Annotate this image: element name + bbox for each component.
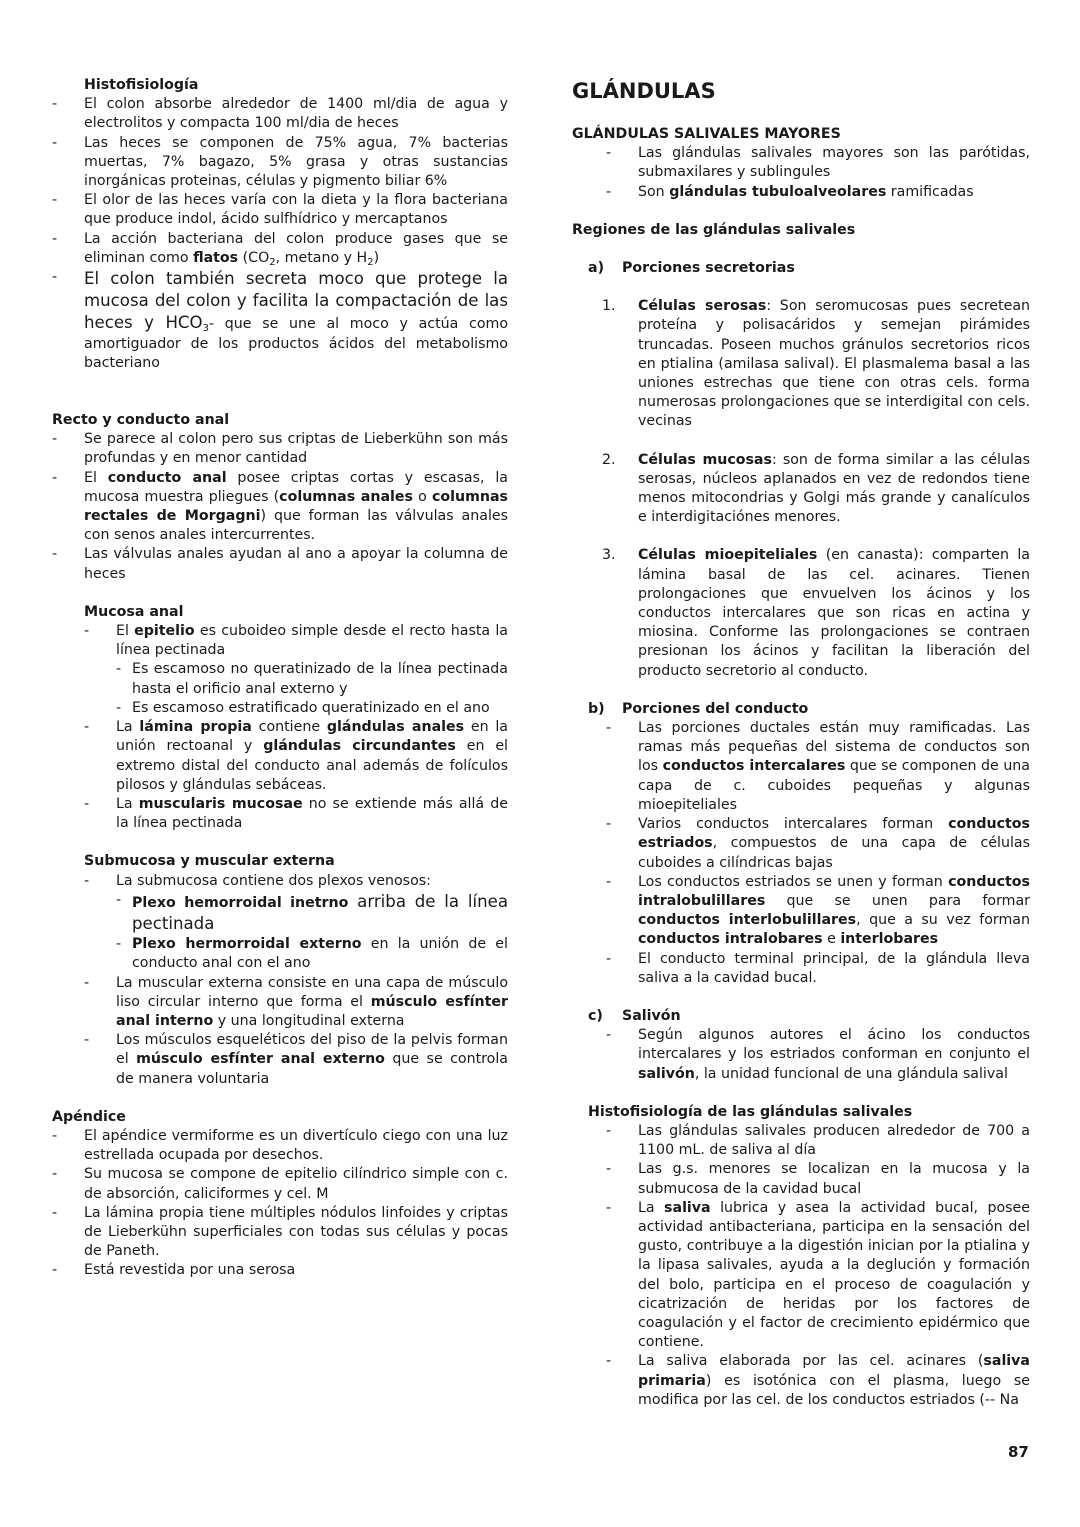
list-letter: a)	[588, 260, 605, 277]
list-item: - El olor de las heces varía con la dieta y la flora bacteriana que produce indol, ácido sulfhídrico y mercaptanos	[84, 191, 508, 229]
subsection-label: Salivón	[622, 1007, 681, 1024]
section-submucosa-muscular-externa	[52, 852, 508, 1088]
bullet-list	[84, 95, 508, 373]
list-item: - Las válvulas anales ayudan al ano a apoyar la columna de heces	[84, 545, 508, 583]
list-item: - Se parece al colon pero sus criptas de Lieberkühn son más profundas y en menor cantidad	[84, 430, 508, 468]
list-item: - Las glándulas salivales producen alrededor de 700 a 1100 mL. de saliva al día	[638, 1122, 1030, 1160]
bullet-list	[638, 144, 1030, 202]
section-histofisiologia-glandulas	[572, 1103, 1030, 1410]
list-letter: b)	[588, 700, 605, 717]
section-mucosa-anal	[52, 603, 508, 833]
right-column	[572, 76, 1030, 1410]
section-heading: Apéndice	[52, 1108, 126, 1125]
list-item: - El epitelio es cuboideo simple desde el recto hasta la línea pectinada - Es escamoso no queratinizado de la línea pectinada hasta el orificio anal externo y - Es escamoso estratificado queratinizado en el ano	[116, 622, 508, 718]
list-item: - La muscular externa consiste en una capa de músculo liso circular interno que forma el músculo esfínter anal interno y una longitudinal externa	[116, 974, 508, 1032]
numbered-item	[602, 546, 1030, 680]
list-item: - Las glándulas salivales mayores son las parótidas, submaxilares y sublingules	[638, 144, 1030, 182]
list-item: - Está revestida por una serosa	[84, 1261, 508, 1280]
bullet-list	[572, 719, 1030, 988]
section-histofisiologia	[52, 76, 508, 373]
bullet-list	[638, 1122, 1030, 1410]
list-item: - La muscularis mucosae no se extiende más allá de la línea pectinada	[116, 795, 508, 833]
subsection-porciones-secretorias	[588, 259, 1030, 278]
list-item: - La saliva elaborada por las cel. acinares (saliva primaria) es isotónica con el plasma, luego se modifica por las cel. de los conductos estriados (-- Na	[638, 1352, 1030, 1410]
list-item: - La saliva lubrica y asea la actividad bucal, posee actividad antibacteriana, participa en la sensación del gusto, contribuye a la digestión inician por la ptialina y la lipasa salivales, ayuda a la deglución y formación del bolo, participa en el proceso de coagulación y cicatrización de heridas por los factores de coagulación y el factor de crecimiento epidérmico que contiene.	[638, 1199, 1030, 1353]
list-item: - Según algunos autores el ácino los conductos intercalares y los estriados conforman en conjunto el salivón, la unidad funcional de una glándula salival	[638, 1026, 1030, 1084]
section-heading: Histofisiología de las glándulas salivales	[588, 1103, 913, 1120]
item-text: Células mioepiteliales (en canasta): comparten la lámina basal de las cel. acinares. Tienen prolongaciones que envuelven los ácinos y los conductos intercalares que son ricas en actina y miosina. Conforme las prolongaciones se contraen presionan los ácinos y facilitan la liberación del producto secretorio al conducto.	[638, 547, 1030, 679]
section-heading: Submucosa y muscular externa	[84, 853, 335, 870]
list-item: - Las heces se componen de 75% agua, 7% bacterias muertas, 7% bagazo, 5% grasa y otras sustancias inorgánicas proteinas, células y pigmento biliar 6%	[84, 134, 508, 192]
section-recto-conducto-anal	[52, 411, 508, 584]
list-item: - La lámina propia contiene glándulas anales en la unión rectoanal y glándulas circundantes en el extremo distal del conducto anal además de folículos pilosos y glándulas sebáceas.	[116, 718, 508, 795]
section-heading: Regiones de las glándulas salivales	[572, 221, 856, 238]
item-text: Células serosas: Son seromucosas pues secretean proteína y polisacáridos y semejan pirámides truncadas. Poseen muchos gránulos secretorios ricos en ptialina (amilasa salival). El plasmalema basal a las uniones estrechas que tiene con otras cels. forma numerosas prolongaciones que se interdigital con cels. vecinas	[638, 298, 1031, 430]
section-glandulas-salivales-mayores	[572, 125, 1030, 202]
list-item: - El colon también secreta moco que protege la mucosa del colon y facilita la compactación de las heces y $HCO_3-$ que se une al moco y actúa como amortiguador de los productos ácidos del metabolismo bacteriano	[84, 268, 508, 373]
left-column	[52, 76, 508, 1281]
section-regiones	[572, 221, 1030, 1084]
subsection-salivon	[588, 1007, 1030, 1026]
list-item: - La acción bacteriana del colon produce gases que se eliminan como flatos ($CO_2$, metano y $H_2$)	[84, 230, 508, 268]
list-item: - Varios conductos intercalares forman conductos estriados, compuestos de una capa de células cuboides a cilíndricas bajas	[638, 815, 1030, 873]
numbered-item	[602, 451, 1030, 528]
bullet-list	[84, 430, 508, 584]
sub-list-item: - Plexo hermorroidal externo en la unión de el conducto anal con el ano	[116, 935, 508, 973]
item-text: Células mucosas: son de forma similar a las células serosas, núcleos aplanados en vez de redondos tiene menos mitocondrias y Golgi más grande y canalículos e interdigitaciónes menores.	[638, 451, 1030, 526]
section-heading: Histofisiología	[84, 77, 199, 93]
section-apendice	[52, 1108, 508, 1281]
list-item: - Los músculos esqueléticos del piso de la pelvis forman el músculo esfínter anal externo que se controla de manera voluntaria	[116, 1031, 508, 1089]
list-item: - Son glándulas tubuloalveolares ramificadas	[638, 183, 1030, 202]
list-item: - El colon absorbe alrededor de 1400 ml/dia de agua y electrolitos y compacta 100 ml/dia de heces	[84, 95, 508, 133]
section-heading: GLÁNDULAS SALIVALES MAYORES	[572, 126, 841, 142]
sub-list-item: - Es escamoso no queratinizado de la línea pectinada hasta el orificio anal externo y	[116, 660, 508, 698]
list-item: - La submucosa contiene dos plexos venosos: - Plexo hemorroidal inetrno arriba de la línea pectinada - Plexo hermorroidal externo en la unión de el conducto anal con el ano	[116, 872, 508, 974]
list-item: - Los conductos estriados se unen y forman conductos intralobulillares que se unen para formar conductos interlobulillares, que a su vez forman conductos intralobares e interlobares	[638, 873, 1030, 950]
page-number: 87	[1008, 1443, 1029, 1461]
sub-list-item: - Plexo hemorroidal inetrno arriba de la línea pectinada	[116, 891, 508, 935]
numbered-item	[602, 297, 1030, 431]
list-item: - Las porciones ductales están muy ramificadas. Las ramas más pequeñas del sistema de conductos son los conductos intercalares que se componen de una capa de c. cuboides pequeñas y algunas mioepiteliales	[638, 719, 1030, 815]
list-item: - La lámina propia tiene múltiples nódulos linfoides y criptas de Lieberkühn superficiales con todas sus células y pocas de Paneth.	[84, 1204, 508, 1262]
item-number: 2.	[602, 451, 616, 468]
subsection-label: Porciones del conducto	[622, 700, 809, 717]
bullet-list	[116, 872, 508, 1089]
section-heading: Recto y conducto anal	[52, 412, 230, 429]
item-number: 1.	[602, 298, 616, 315]
subsection-label: Porciones secretorias	[622, 260, 795, 277]
numbered-list	[572, 297, 1030, 681]
item-number: 3.	[602, 547, 616, 564]
bullet-list	[84, 1127, 508, 1281]
list-item: - El conducto anal posee criptas cortas y escasas, la mucosa muestra pliegues (columnas anales o columnas rectales de Morgagni) que forman las válvulas anales con senos anales intercurrentes.	[84, 469, 508, 546]
list-item: - Las g.s. menores se localizan en la mucosa y la submucosa de la cavidad bucal	[638, 1160, 1030, 1198]
subsection-porciones-conducto	[588, 700, 1030, 719]
list-item: - Su mucosa se compone de epitelio cilíndrico simple con c. de absorción, caliciformes y cel. M	[84, 1165, 508, 1203]
bullet-list	[116, 622, 508, 833]
list-item: - El conducto terminal principal, de la glándula lleva saliva a la cavidad bucal.	[638, 950, 1030, 988]
page-title: GLÁNDULAS	[572, 79, 716, 103]
bullet-list	[572, 1026, 1030, 1084]
list-item: - El apéndice vermiforme es un divertículo ciego con una luz estrellada ocupada por desechos.	[84, 1127, 508, 1165]
sub-list-item: - Es escamoso estratificado queratinizado en el ano	[116, 699, 508, 718]
list-letter: c)	[588, 1007, 603, 1024]
section-heading: Mucosa anal	[84, 603, 184, 620]
